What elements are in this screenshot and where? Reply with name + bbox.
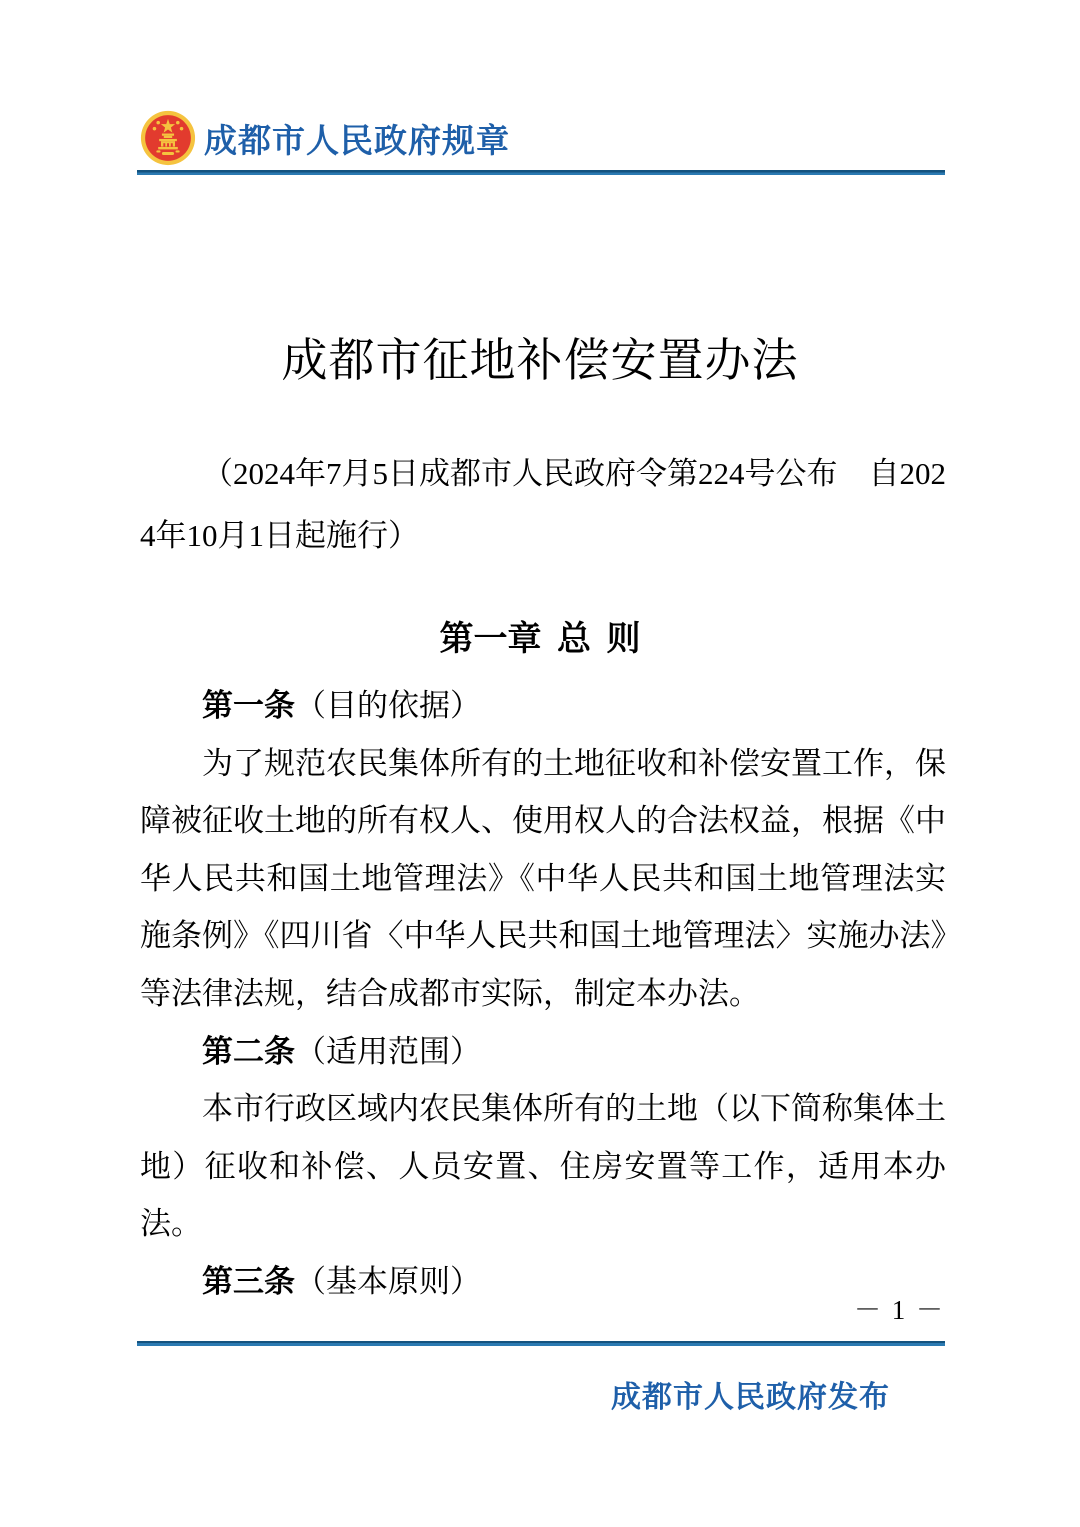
- article-2-heading: [140, 1023, 946, 1081]
- article-1-heading: [140, 677, 946, 735]
- footer-divider: [137, 1341, 945, 1346]
- article-3-heading: [140, 1253, 946, 1311]
- article-1-label: 第一条: [202, 688, 295, 723]
- header-divider: [137, 170, 945, 175]
- document-title: 成都市征地补偿安置办法: [281, 334, 799, 386]
- national-emblem-icon: [140, 110, 196, 166]
- promulgation-note: （2024年7月5日成都市人民政府令第224号公布 自2024年10月1日起施行）: [140, 456, 946, 553]
- article-2-subtitle: （适用范围）: [295, 1033, 481, 1069]
- articles-section: [140, 677, 946, 1311]
- document-header: [140, 110, 510, 166]
- gov-rules-label: 成都市人民政府规章: [204, 121, 510, 159]
- chapter-heading: 第一章 总 则: [439, 620, 641, 659]
- article-1-body: 为了规范农民集体所有的土地征收和补偿安置工作，保障被征收土地的所有权人、使用权人的合法权益，根据《中华人民共和国土地管理法》《中华人民共和国土地管理法实施条例》《四川省〈中华人民共和国土地管理法〉实施办法》等法律法规，结合成都市实际，制定本办法。: [140, 745, 946, 1011]
- publisher-label: 成都市人民政府发布: [611, 1381, 890, 1414]
- article-3-label: 第三条: [202, 1263, 295, 1299]
- article-2-label: 第二条: [202, 1033, 295, 1069]
- article-2-body: 本市行政区域内农民集体所有的土地（以下简称集体土地）征收和补偿、人员安置、住房安置等工作，适用本办法。: [140, 1091, 946, 1242]
- article-3-subtitle: （基本原则）: [295, 1263, 481, 1299]
- page-number: － 1 －: [854, 1295, 945, 1325]
- article-1-subtitle: （目的依据）: [295, 688, 481, 723]
